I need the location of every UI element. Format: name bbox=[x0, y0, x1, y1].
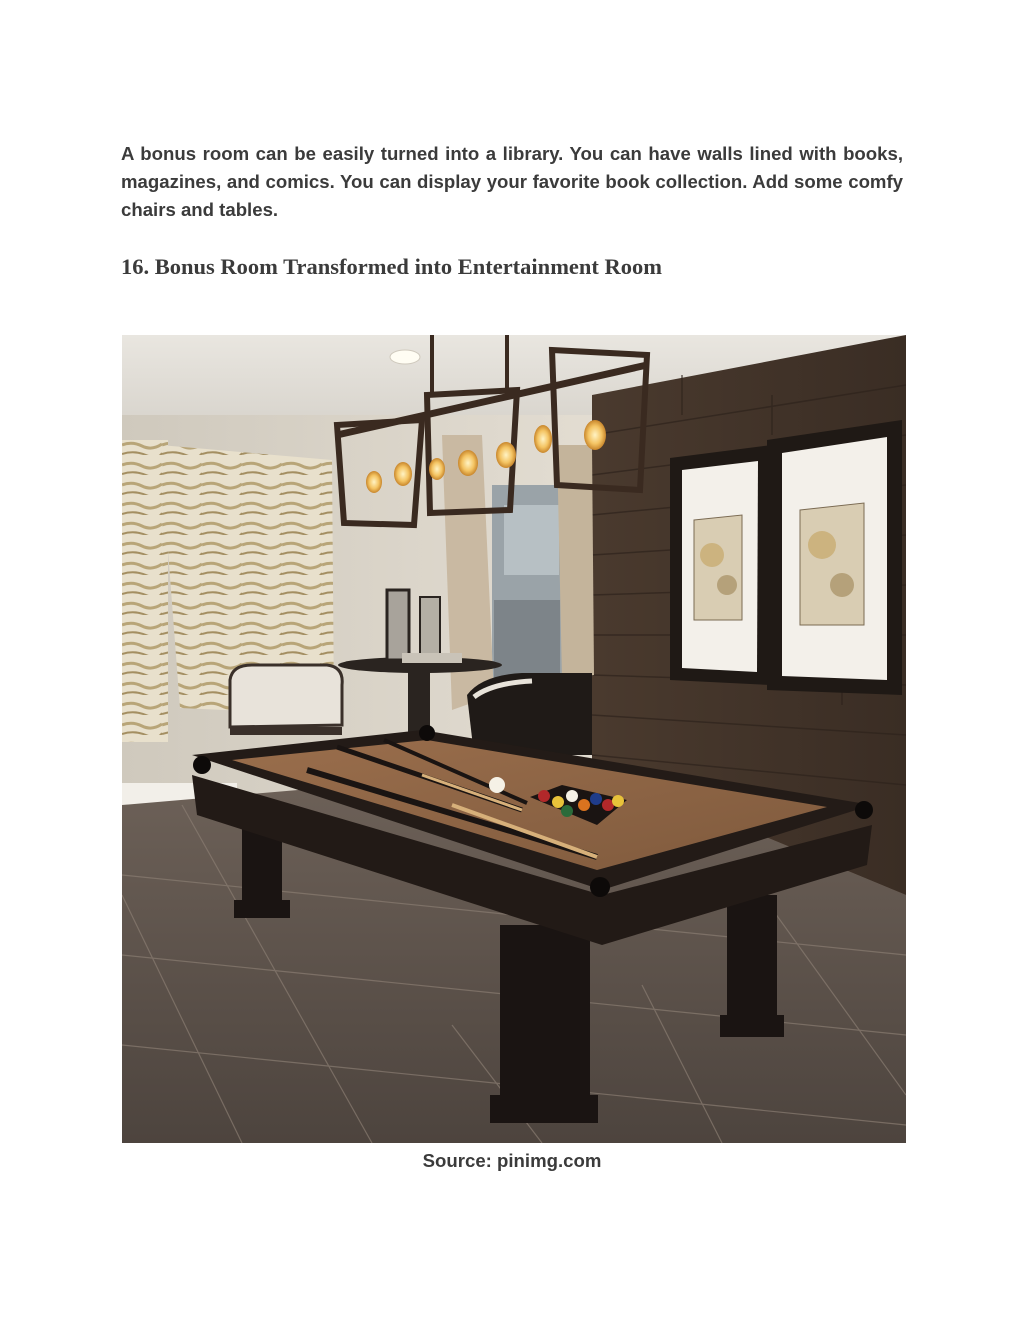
body-paragraph: A bonus room can be easily turned into a library. You can have walls lined with books, magazines, and comics. You can display your favorite book collection. Add some comfy chairs and tables. bbox=[121, 143, 903, 220]
section-heading: 16. Bonus Room Transformed into Entertainment Room bbox=[121, 254, 663, 279]
framed-art-right bbox=[767, 420, 902, 695]
framed-art-left bbox=[670, 445, 772, 685]
room-photo bbox=[122, 335, 906, 1143]
image-caption: Source: pinimg.com bbox=[422, 1150, 602, 1171]
